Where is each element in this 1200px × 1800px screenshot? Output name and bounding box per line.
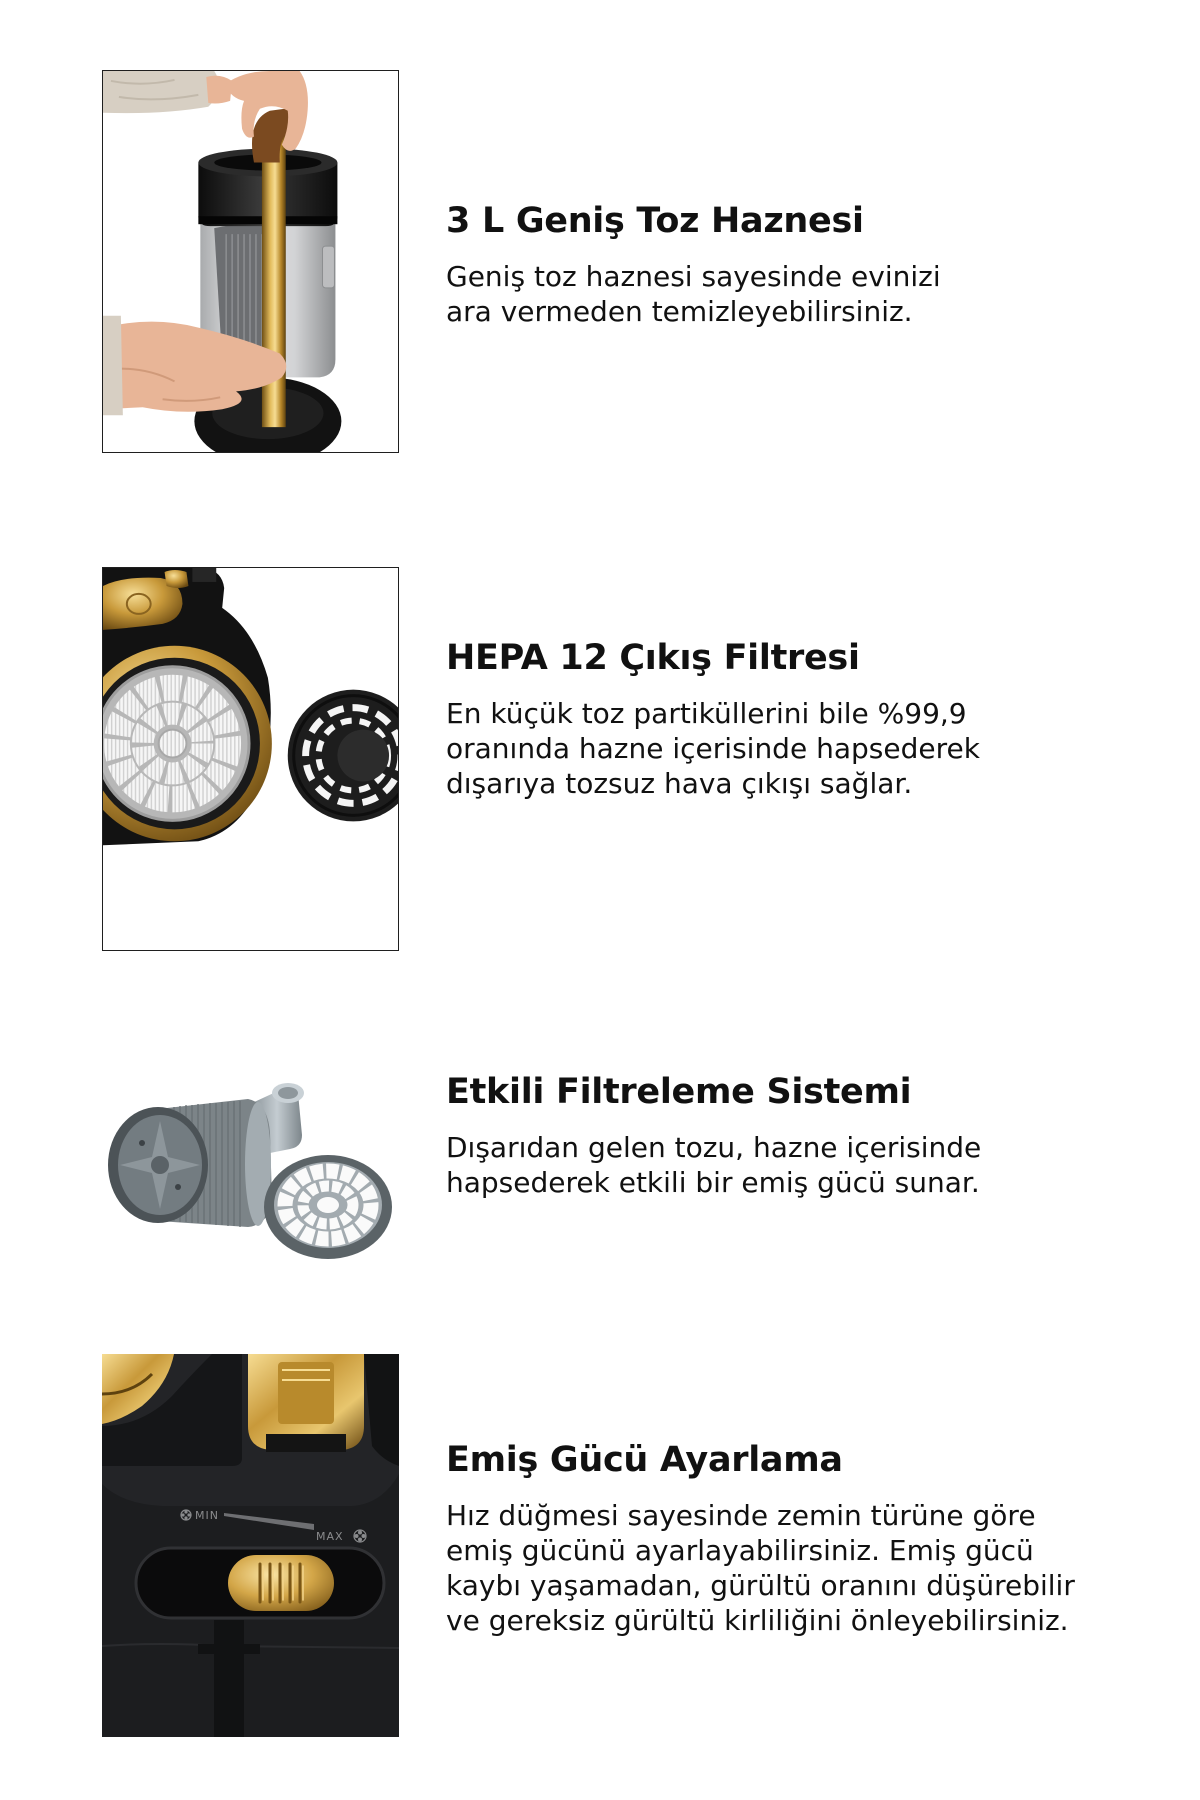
feature-title: 3 L Geniş Toz Haznesi xyxy=(446,201,864,241)
feature-dust-container xyxy=(446,199,1186,329)
description-line: ara vermeden temizleyebilirsiniz. xyxy=(446,295,913,328)
description-line: Geniş toz haznesi sayesinde evinizi xyxy=(446,260,941,293)
feature-description xyxy=(446,259,1186,329)
round-filter xyxy=(264,1155,392,1259)
filter-system-illustration xyxy=(102,1069,399,1269)
description-line: Hız düğmesi sayesinde zemin türüne göre xyxy=(446,1499,1036,1532)
feature-title: HEPA 12 Çıkış Filtresi xyxy=(446,638,860,678)
suction-slider-illustration xyxy=(102,1354,399,1737)
description-line: En küçük toz partiküllerini bile %99,9 xyxy=(446,697,967,730)
max-label: MAX xyxy=(316,1530,344,1543)
feature-filter-system xyxy=(446,1070,1186,1200)
suction-slider-photo xyxy=(102,1354,399,1737)
feature-description xyxy=(446,1130,1186,1200)
filter-system-photo xyxy=(102,1069,399,1269)
description-line: oranında hazne içerisinde hapsederek xyxy=(446,732,980,765)
description-line: emiş gücünü ayarlayabilirsiniz. Emiş gücü xyxy=(446,1534,1034,1567)
feature-hepa-filter xyxy=(446,636,1186,801)
feature-title: Etkili Filtreleme Sistemi xyxy=(446,1072,912,1112)
dust-container-illustration xyxy=(103,71,398,452)
hepa-filter-photo xyxy=(102,567,399,951)
description-line: ve gereksiz gürültü kirliliğini önleyebilirsiniz. xyxy=(446,1604,1069,1637)
feature-suction-control xyxy=(446,1438,1186,1638)
gold-switch xyxy=(165,570,189,588)
gold-handle-block xyxy=(248,1354,364,1452)
hepa-filter xyxy=(103,666,250,822)
dust-container-photo xyxy=(102,70,399,453)
feature-description xyxy=(446,1498,1186,1638)
feature-description xyxy=(446,696,1186,801)
description-line: Dışarıdan gelen tozu, hazne içerisinde xyxy=(446,1131,982,1164)
feature-title: Emiş Gücü Ayarlama xyxy=(446,1440,843,1480)
description-line: hapsederek etkili bir emiş gücü sunar. xyxy=(446,1166,980,1199)
description-line: dışarıya tozsuz hava çıkışı sağlar. xyxy=(446,767,913,800)
description-line: kaybı yaşamadan, gürültü oranını düşürebilir xyxy=(446,1569,1075,1602)
min-label: MIN xyxy=(195,1509,219,1522)
speed-slider-knob xyxy=(228,1555,334,1611)
hepa-filter-illustration xyxy=(103,568,398,950)
filter-cap xyxy=(108,1107,208,1223)
